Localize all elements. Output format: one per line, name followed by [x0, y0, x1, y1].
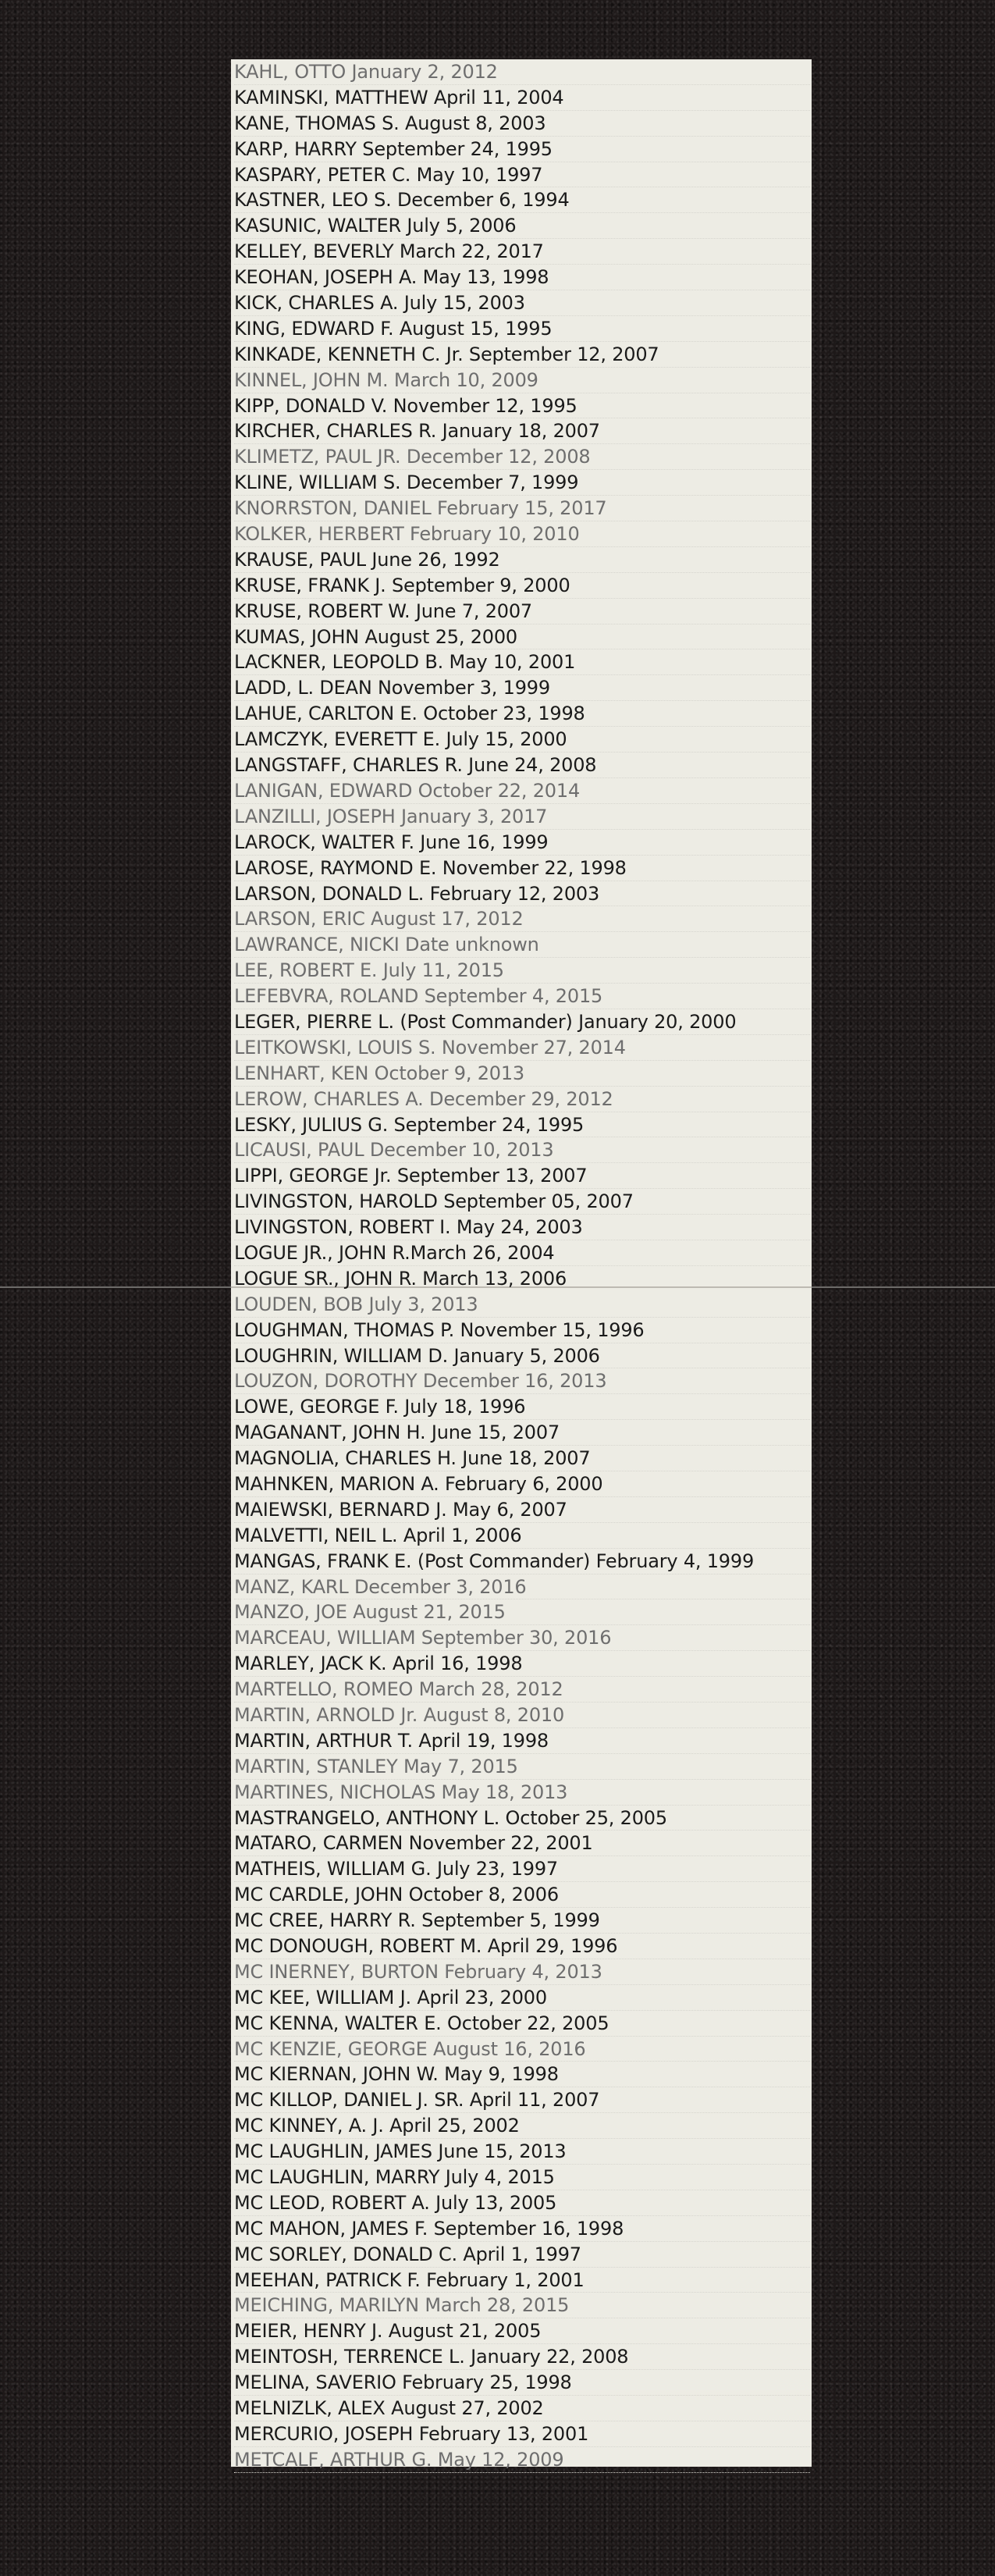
- name-entry: LAMCZYK, EVERETT E. July 15, 2000: [234, 727, 810, 753]
- name-entry: KINKADE, KENNETH C. Jr. September 12, 2007: [234, 342, 810, 368]
- name-entry: MELNIZLK, ALEX August 27, 2002: [234, 2396, 810, 2421]
- name-entry: MEEHAN, PATRICK F. February 1, 2001: [234, 2268, 810, 2293]
- name-entry: MC CARDLE, JOHN October 8, 2006: [234, 1882, 810, 1908]
- name-entry: MARTINES, NICHOLAS May 18, 2013: [234, 1780, 810, 1806]
- name-entry: KNORRSTON, DANIEL February 15, 2017: [234, 496, 810, 521]
- name-entry: LIVINGSTON, ROBERT I. May 24, 2003: [234, 1215, 810, 1240]
- name-entry: MANGAS, FRANK E. (Post Commander) February 4, 1999: [234, 1549, 810, 1574]
- name-entry: MARLEY, JACK K. April 16, 1998: [234, 1651, 810, 1677]
- name-entry: LAWRANCE, NICKI Date unknown: [234, 932, 810, 958]
- name-entry: KICK, CHARLES A. July 15, 2003: [234, 290, 810, 316]
- name-entry: LEITKOWSKI, LOUIS S. November 27, 2014: [234, 1035, 810, 1061]
- name-entry: KIRCHER, CHARLES R. January 18, 2007: [234, 418, 810, 444]
- name-entry: MAHNKEN, MARION A. February 6, 2000: [234, 1471, 810, 1497]
- name-entry: MC KINNEY, A. J. April 25, 2002: [234, 2113, 810, 2139]
- name-entry: LIPPI, GEORGE Jr. September 13, 2007: [234, 1163, 810, 1189]
- name-entry: KINNEL, JOHN M. March 10, 2009: [234, 368, 810, 393]
- name-entry: KELLEY, BEVERLY March 22, 2017: [234, 239, 810, 265]
- name-entry: LIVINGSTON, HAROLD September 05, 2007: [234, 1189, 810, 1215]
- name-entry: MASTRANGELO, ANTHONY L. October 25, 2005: [234, 1806, 810, 1831]
- name-entry: MC KENNA, WALTER E. October 22, 2005: [234, 2011, 810, 2037]
- name-entry: LAHUE, CARLTON E. October 23, 1998: [234, 701, 810, 727]
- name-entry: MAIEWSKI, BERNARD J. May 6, 2007: [234, 1497, 810, 1523]
- name-entry: LOGUE JR., JOHN R.March 26, 2004: [234, 1240, 810, 1266]
- name-entry: KASTNER, LEO S. December 6, 1994: [234, 187, 810, 213]
- name-entry: KING, EDWARD F. August 15, 1995: [234, 316, 810, 342]
- name-entry: MC DONOUGH, ROBERT M. April 29, 1996: [234, 1934, 810, 1959]
- name-entry: LADD, L. DEAN November 3, 1999: [234, 675, 810, 701]
- name-entry: MC LEOD, ROBERT A. July 13, 2005: [234, 2190, 810, 2216]
- name-entry: KAHL, OTTO January 2, 2012: [234, 59, 810, 85]
- name-entry: MALVETTI, NEIL L. April 1, 2006: [234, 1523, 810, 1549]
- name-entry: MC INERNEY, BURTON February 4, 2013: [234, 1959, 810, 1985]
- memorial-plaque: [231, 59, 812, 2471]
- name-entry: LEROW, CHARLES A. December 29, 2012: [234, 1087, 810, 1112]
- name-entry: LARSON, DONALD L. February 12, 2003: [234, 881, 810, 907]
- name-entry: MELINA, SAVERIO February 25, 1998: [234, 2370, 810, 2396]
- name-entry: LEGER, PIERRE L. (Post Commander) January 20, 2000: [234, 1009, 810, 1035]
- name-entry: MC KENZIE, GEORGE August 16, 2016: [234, 2037, 810, 2062]
- name-entry: LAROCK, WALTER F. June 16, 1999: [234, 830, 810, 856]
- name-entry: LAROSE, RAYMOND E. November 22, 1998: [234, 856, 810, 881]
- names-list: [234, 59, 810, 2473]
- name-entry: KANE, THOMAS S. August 8, 2003: [234, 111, 810, 137]
- name-entry: KARP, HARRY September 24, 1995: [234, 137, 810, 162]
- name-entry: MANZO, JOE August 21, 2015: [234, 1599, 810, 1625]
- name-entry: MC LAUGHLIN, MARRY July 4, 2015: [234, 2165, 810, 2190]
- name-entry: MC KIERNAN, JOHN W. May 9, 1998: [234, 2062, 810, 2087]
- name-entry: MEINTOSH, TERRENCE L. January 22, 2008: [234, 2344, 810, 2370]
- name-entry: KASPARY, PETER C. May 10, 1997: [234, 162, 810, 188]
- name-entry: MATARO, CARMEN November 22, 2001: [234, 1831, 810, 1856]
- name-entry: MC KILLOP, DANIEL J. SR. April 11, 2007: [234, 2087, 810, 2113]
- name-entry: METCALF, ARTHUR G. May 12, 2009: [234, 2447, 810, 2473]
- name-entry: LOUGHRIN, WILLIAM D. January 5, 2006: [234, 1343, 810, 1369]
- name-entry: KAMINSKI, MATTHEW April 11, 2004: [234, 85, 810, 111]
- name-entry: MARTIN, STANLEY May 7, 2015: [234, 1754, 810, 1780]
- name-entry: MARCEAU, WILLIAM September 30, 2016: [234, 1625, 810, 1651]
- name-entry: LOUGHMAN, THOMAS P. November 15, 1996: [234, 1318, 810, 1343]
- name-entry: MC CREE, HARRY R. September 5, 1999: [234, 1908, 810, 1934]
- name-entry: MC SORLEY, DONALD C. April 1, 1997: [234, 2242, 810, 2268]
- name-entry: LANZILLI, JOSEPH January 3, 2017: [234, 804, 810, 830]
- name-entry: MARTELLO, ROMEO March 28, 2012: [234, 1677, 810, 1703]
- name-entry: KEOHAN, JOSEPH A. May 13, 1998: [234, 265, 810, 290]
- name-entry: MAGANANT, JOHN H. June 15, 2007: [234, 1420, 810, 1446]
- name-entry: KOLKER, HERBERT February 10, 2010: [234, 521, 810, 547]
- name-entry: MATHEIS, WILLIAM G. July 23, 1997: [234, 1856, 810, 1882]
- name-entry: LOUDEN, BOB July 3, 2013: [234, 1292, 810, 1318]
- name-entry: LOWE, GEORGE F. July 18, 1996: [234, 1394, 810, 1420]
- name-entry: LANGSTAFF, CHARLES R. June 24, 2008: [234, 753, 810, 778]
- name-entry: KRAUSE, PAUL June 26, 1992: [234, 547, 810, 573]
- name-entry: MC KEE, WILLIAM J. April 23, 2000: [234, 1985, 810, 2011]
- name-entry: MARTIN, ARNOLD Jr. August 8, 2010: [234, 1703, 810, 1728]
- name-entry: MARTIN, ARTHUR T. April 19, 1998: [234, 1728, 810, 1754]
- name-entry: KASUNIC, WALTER July 5, 2006: [234, 213, 810, 239]
- name-entry: LOUZON, DOROTHY December 16, 2013: [234, 1368, 810, 1394]
- name-entry: MANZ, KARL December 3, 2016: [234, 1574, 810, 1600]
- name-entry: LACKNER, LEOPOLD B. May 10, 2001: [234, 649, 810, 675]
- name-entry: KRUSE, FRANK J. September 9, 2000: [234, 573, 810, 599]
- name-entry: LEFEBVRA, ROLAND September 4, 2015: [234, 984, 810, 1009]
- name-entry: KLIMETZ, PAUL JR. December 12, 2008: [234, 444, 810, 470]
- name-entry: KLINE, WILLIAM S. December 7, 1999: [234, 470, 810, 496]
- name-entry: MEIER, HENRY J. August 21, 2005: [234, 2318, 810, 2344]
- name-entry: LENHART, KEN October 9, 2013: [234, 1061, 810, 1087]
- name-entry: MERCURIO, JOSEPH February 13, 2001: [234, 2421, 810, 2447]
- name-entry: MC LAUGHLIN, JAMES June 15, 2013: [234, 2139, 810, 2165]
- name-entry: MC MAHON, JAMES F. September 16, 1998: [234, 2216, 810, 2242]
- name-entry: LANIGAN, EDWARD October 22, 2014: [234, 778, 810, 804]
- name-entry: KRUSE, ROBERT W. June 7, 2007: [234, 599, 810, 624]
- name-entry: KUMAS, JOHN August 25, 2000: [234, 624, 810, 650]
- name-entry: MAGNOLIA, CHARLES H. June 18, 2007: [234, 1446, 810, 1471]
- name-entry: LESKY, JULIUS G. September 24, 1995: [234, 1112, 810, 1138]
- name-entry: LEE, ROBERT E. July 11, 2015: [234, 958, 810, 984]
- name-entry: KIPP, DONALD V. November 12, 1995: [234, 393, 810, 419]
- name-entry: LICAUSI, PAUL December 10, 2013: [234, 1137, 810, 1163]
- name-entry: LOGUE SR., JOHN R. March 13, 2006: [234, 1267, 567, 1290]
- name-entry: MEICHING, MARILYN March 28, 2015: [234, 2293, 810, 2318]
- name-entry: LARSON, ERIC August 17, 2012: [234, 906, 810, 932]
